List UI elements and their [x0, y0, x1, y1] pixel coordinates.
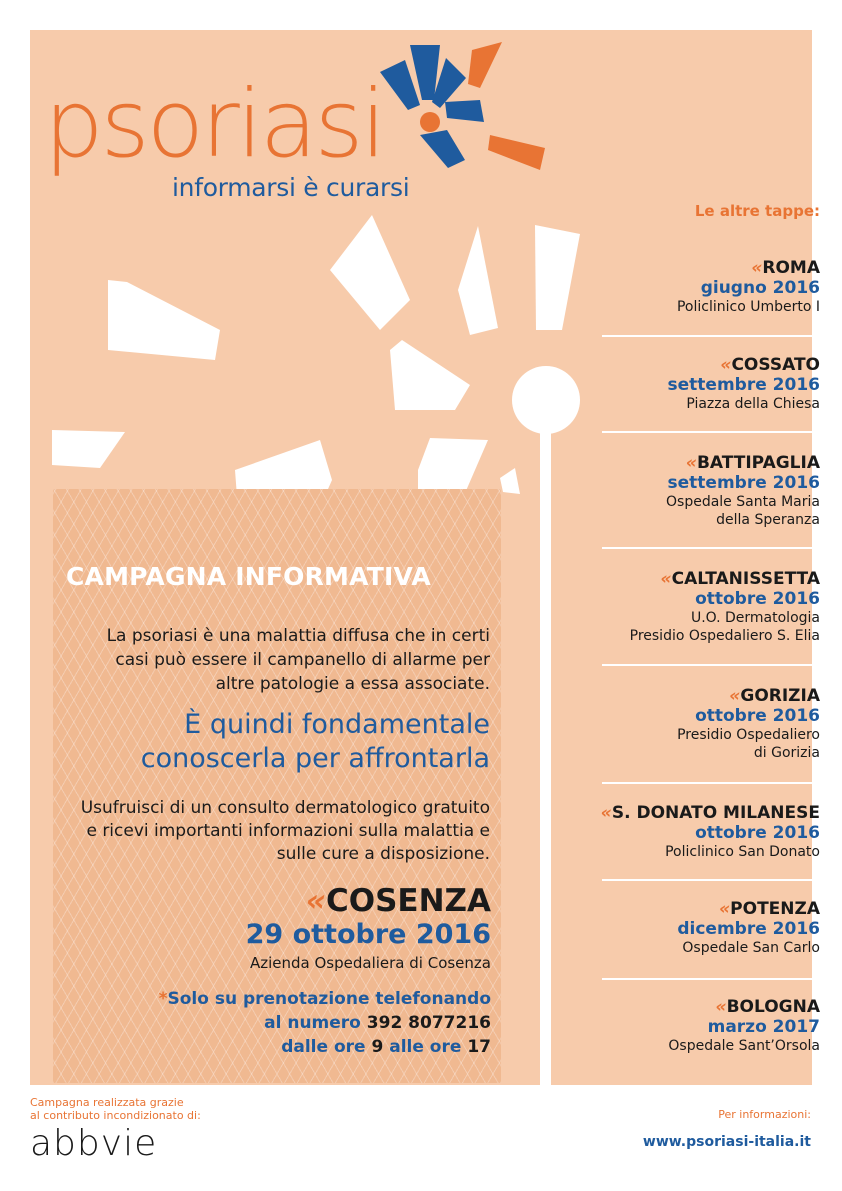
stop-place: U.O. Dermatologia [690, 610, 820, 626]
stop-city: POTENZA [730, 899, 820, 919]
chevron-icon: « [660, 569, 668, 589]
website-link[interactable]: www.psoriasi-italia.it [642, 1134, 811, 1150]
stop-date: dicembre 2016 [677, 919, 820, 939]
divider [602, 547, 812, 549]
phone-number: 392 8077216 [366, 1013, 491, 1033]
asterisk: * [158, 989, 168, 1009]
stop-city: S. DONATO MILANESE [611, 803, 820, 823]
chevron-icon: « [751, 258, 759, 278]
stop-date: ottobre 2016 [695, 706, 820, 726]
main-stop-city: « COSENZA [305, 883, 491, 919]
highlight-line: conoscerla per affrontarla [140, 743, 490, 774]
campaign-offer: Usufruisci di un consulto dermatologico gratuito e ricevi importanti informazioni sulla malattia e sulle cure a disposizione. [80, 798, 490, 864]
sponsor-credit: Campagna realizzata grazie al contributo incondizionato di: [30, 1096, 201, 1122]
stop-place: Ospedale Santa Maria [666, 494, 820, 510]
stop-date: settembre 2016 [667, 473, 820, 493]
stop-date: settembre 2016 [667, 375, 820, 395]
stop-city: CALTANISSETTA [671, 569, 820, 589]
stop-place: Presidio Ospedaliero [677, 727, 820, 743]
stop-place: Ospedale San Carlo [682, 940, 820, 956]
divider [602, 879, 812, 881]
chevron-icon: « [685, 453, 693, 473]
stop-battipaglia [520, 453, 820, 529]
logo-tagline: informarsi è curarsi [172, 173, 410, 202]
stop-roma [520, 258, 820, 316]
stop-date: ottobre 2016 [695, 589, 820, 609]
divider [602, 431, 812, 433]
stop-bologna [520, 997, 820, 1055]
campaign-intro: La psoriasi è una malattia diffusa che in certi casi può essere il campanello di allarme per altre patologie a essa associate. [106, 626, 490, 694]
stop-date: giugno 2016 [700, 278, 820, 298]
stop-city: BATTIPAGLIA [696, 453, 820, 473]
chevron-icon: « [600, 803, 608, 823]
chevron-icon: « [719, 899, 727, 919]
stop-gorizia [520, 686, 820, 762]
stop-date: ottobre 2016 [695, 823, 820, 843]
stop-cossato [520, 355, 820, 413]
chevron-icon: « [720, 355, 728, 375]
stop-city: ROMA [762, 258, 820, 278]
sponsor-logo: abbvie [30, 1123, 158, 1164]
stop-place: Policlinico Umberto I [676, 299, 820, 315]
campaign-highlight [70, 708, 490, 776]
campaign-title: CAMPAGNA INFORMATIVA [66, 562, 431, 591]
divider [602, 978, 812, 980]
stop-city: GORIZIA [740, 686, 820, 706]
info-label: Per informazioni: [718, 1108, 811, 1121]
chevron-icon: « [305, 883, 322, 919]
stop-place: della Speranza [716, 512, 820, 528]
logo-wordmark: psoriasi [44, 70, 384, 179]
stop-place: Ospedale Sant’Orsola [668, 1038, 820, 1054]
stop-place: Policlinico San Donato [665, 844, 820, 860]
stop-potenza [520, 899, 820, 957]
booking-info: *Solo su prenotazione telefonando al numero 392 8077216 dalle ore 9 alle ore 17 [158, 989, 491, 1057]
divider [602, 664, 812, 666]
stop-city: BOLOGNA [726, 997, 820, 1017]
stop-place: Piazza della Chiesa [686, 396, 820, 412]
divider [602, 782, 812, 784]
stop-san-donato [520, 803, 820, 861]
main-stop-place: Azienda Ospedaliera di Cosenza [249, 954, 491, 972]
highlight-line: È quindi fondamentale [184, 709, 490, 740]
divider [602, 335, 812, 337]
main-stop-date: 29 ottobre 2016 [245, 919, 491, 950]
stop-place: Presidio Ospedaliero S. Elia [629, 628, 820, 644]
stop-caltanissetta [520, 569, 820, 645]
stop-date: marzo 2017 [707, 1017, 820, 1037]
chevron-icon: « [729, 686, 737, 706]
chevron-icon: « [715, 997, 723, 1017]
stop-city: COSSATO [731, 355, 820, 375]
other-stops-heading: Le altre tappe: [694, 202, 820, 220]
stop-place: di Gorizia [753, 745, 820, 761]
